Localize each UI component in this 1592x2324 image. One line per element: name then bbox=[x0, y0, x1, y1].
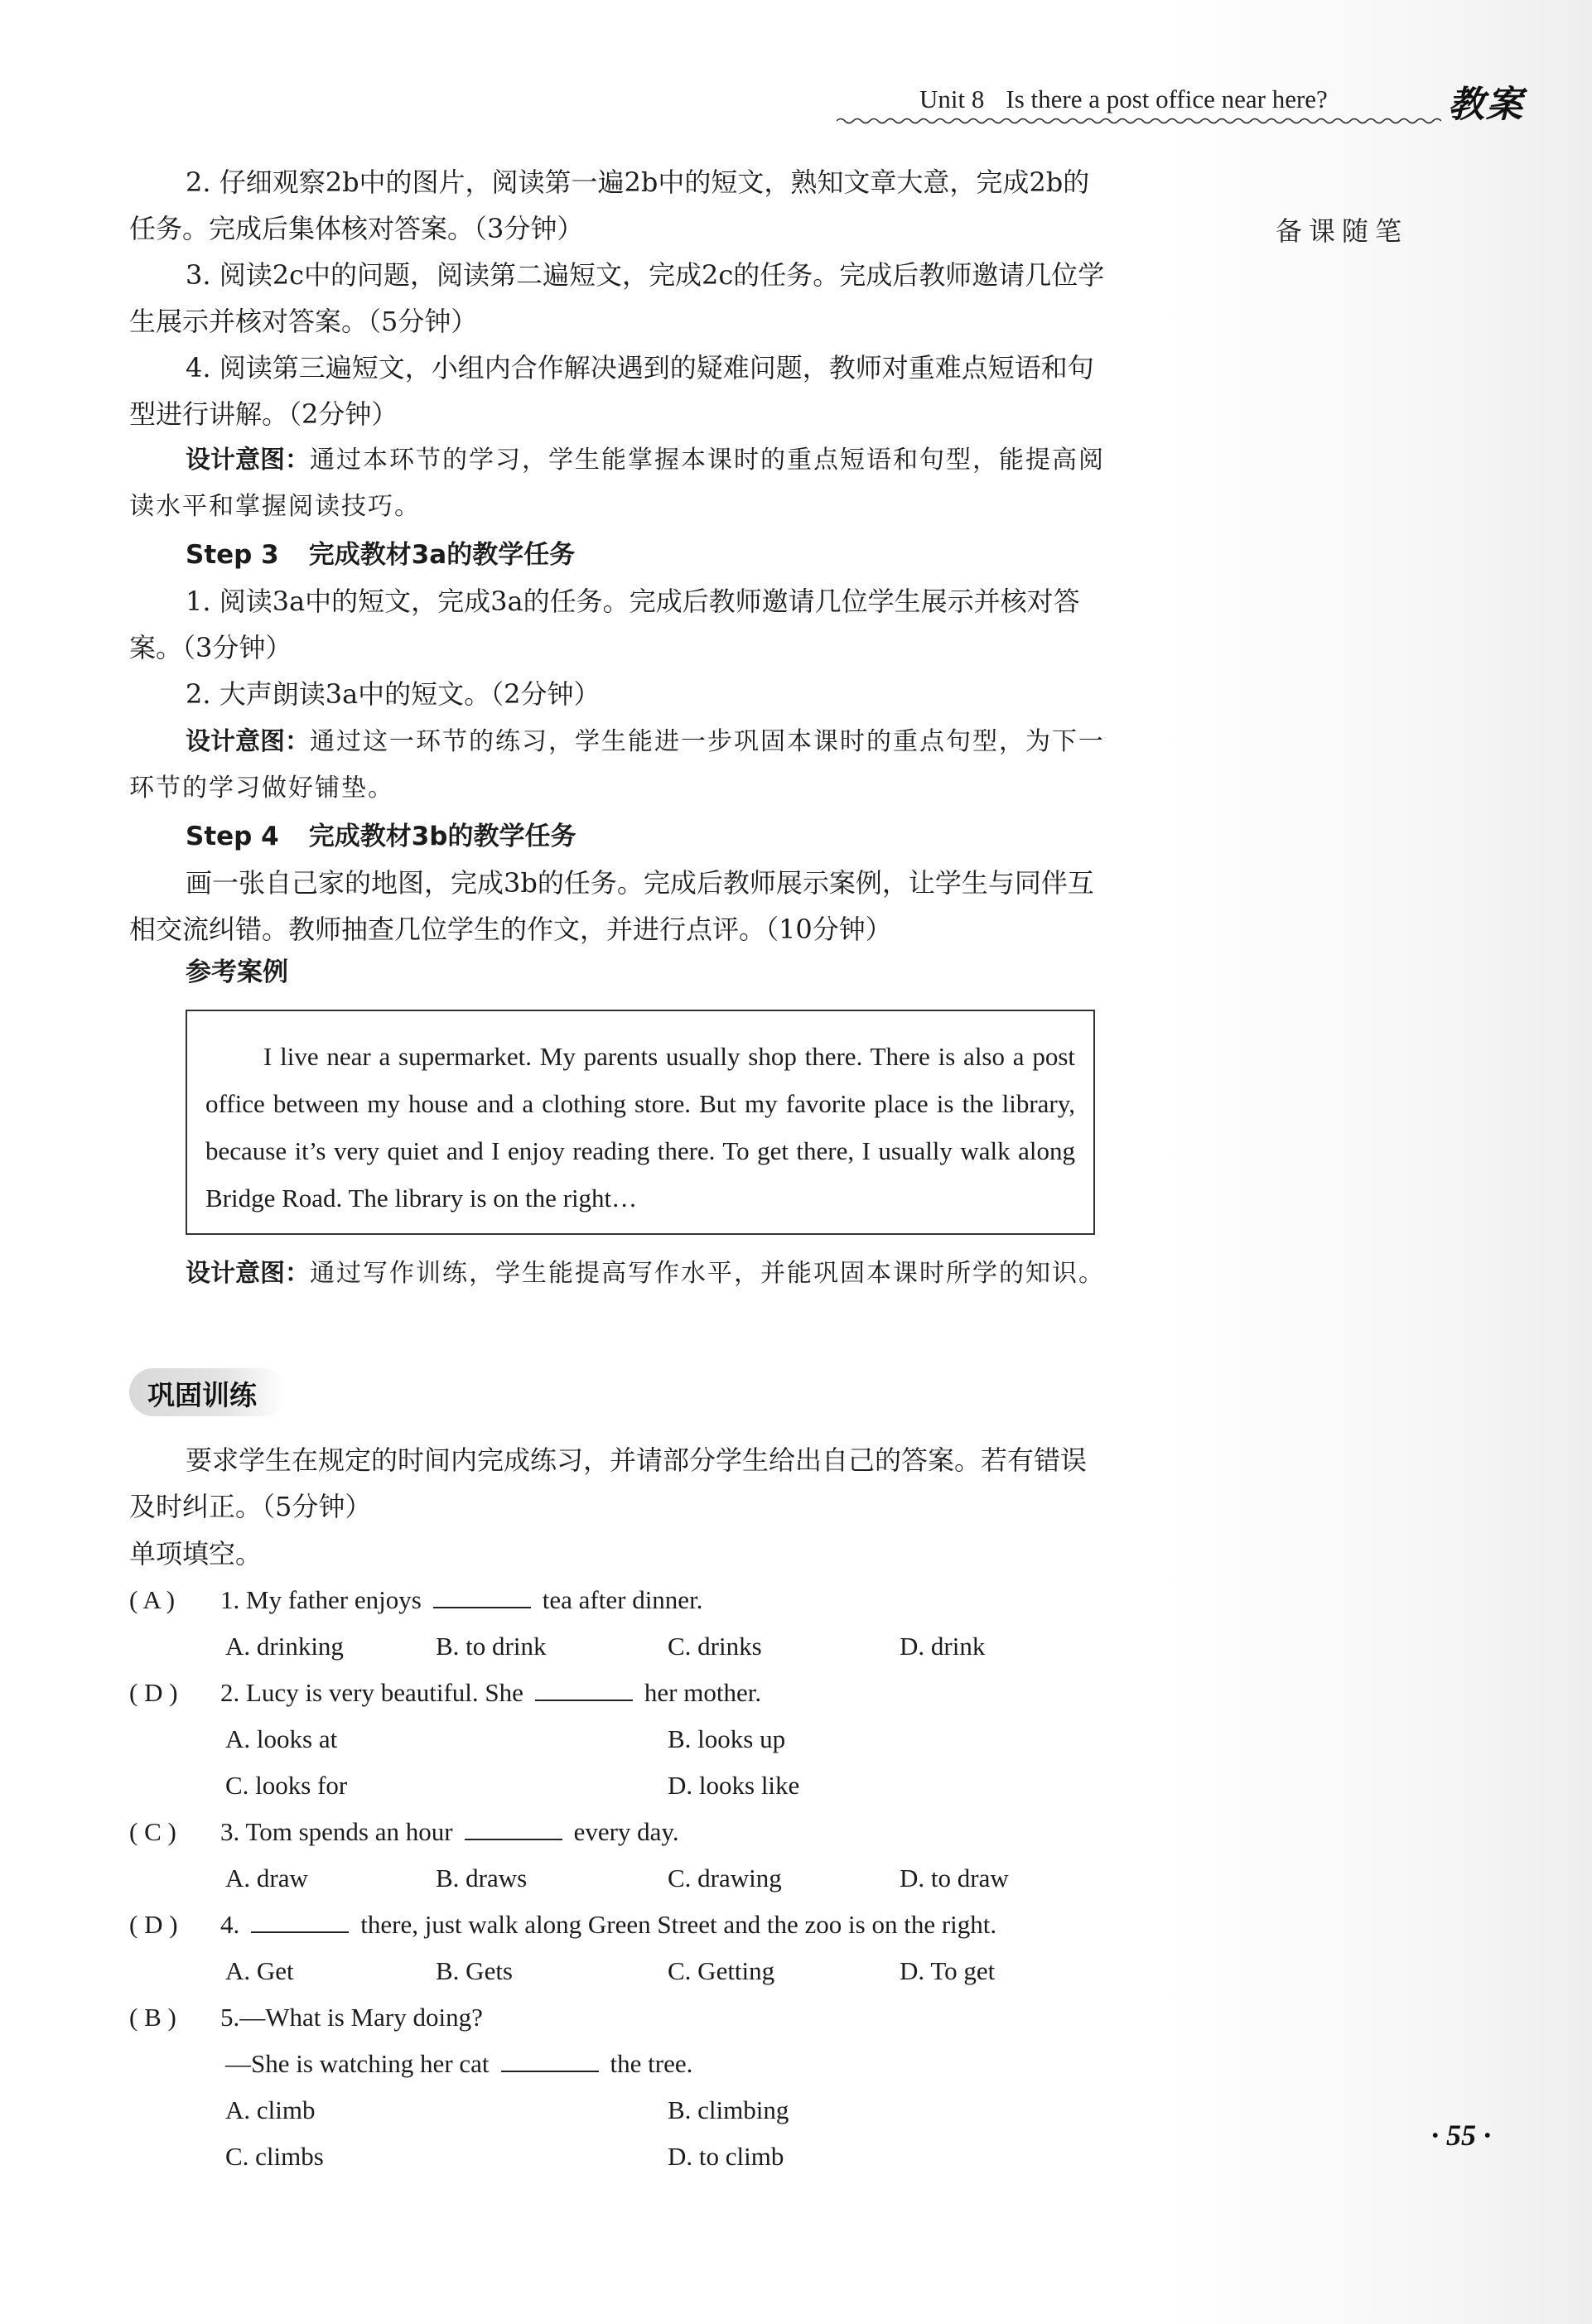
paragraph-2b: 2. 仔细观察2b中的图片，阅读第一遍2b中的短文，熟知文章大意，完成2b的任务。完成后集体核对答案。（3分钟） bbox=[129, 166, 1090, 244]
question-answer: ( D ) bbox=[129, 1678, 178, 1707]
question-4 bbox=[129, 1902, 1107, 1948]
header-wavy-rule bbox=[837, 116, 1441, 126]
question-stem: 2. Lucy is very beautiful. She her mother. bbox=[220, 1670, 761, 1716]
option-b: B. Gets bbox=[436, 1956, 513, 1985]
option-d: D. looks like bbox=[668, 1771, 800, 1800]
design-intent-text: 通过本环节的学习，学生能掌握本课时的重点短语和句型，能提高阅读水平和掌握阅读技巧。 bbox=[129, 446, 1105, 521]
question-answer: ( A ) bbox=[129, 1585, 176, 1614]
step-4-title: 完成教材3b的教学任务 bbox=[308, 822, 576, 851]
option-d: D. To get bbox=[900, 1956, 996, 1985]
step-4-heading bbox=[186, 815, 576, 852]
margin-notes-label: 备课随笔 bbox=[1276, 215, 1409, 247]
option-d: D. to draw bbox=[900, 1864, 1009, 1892]
option-a: A. climb bbox=[225, 2095, 316, 2124]
question-stem: 1. My father enjoys tea after dinner. bbox=[220, 1577, 702, 1623]
option-d: D. drink bbox=[900, 1632, 986, 1661]
answer-blank bbox=[465, 1814, 562, 1840]
question-5-response bbox=[129, 2041, 1107, 2087]
question-2 bbox=[129, 1670, 1107, 1716]
option-c: C. drinks bbox=[668, 1632, 762, 1661]
option-d: D. to climb bbox=[668, 2142, 784, 2171]
design-intent-text: 通过写作训练，学生能提高写作水平，并能巩固本课时所学的知识。 bbox=[310, 1259, 1105, 1288]
option-c: C. looks for bbox=[225, 1771, 348, 1800]
design-intent-text: 通过这一环节的练习，学生能进一步巩固本课时的重点句型，为下一环节的学习做好铺垫。 bbox=[129, 727, 1105, 803]
section-title: 巩固训练 bbox=[147, 1379, 257, 1411]
header-lesson-title: Is there a post office near here? bbox=[1006, 84, 1328, 113]
answer-blank bbox=[535, 1675, 633, 1701]
header-unit: Unit 8 bbox=[919, 84, 985, 113]
header-title bbox=[919, 84, 1328, 114]
section-tab-consolidation bbox=[129, 1368, 287, 1416]
question-3-options bbox=[129, 1855, 1107, 1902]
question-2-options-row-1 bbox=[129, 1716, 1107, 1762]
paragraph-2c: 3. 阅读2c中的问题，阅读第二遍短文，完成2c的任务。完成后教师邀请几位学生展示并核对答案。（5分钟） bbox=[129, 259, 1105, 337]
design-intent-1 bbox=[129, 437, 1107, 530]
answer-blank bbox=[251, 1907, 349, 1933]
question-5 bbox=[129, 1994, 1107, 2041]
paragraph-3a: 1. 阅读3a中的短文，完成3a的任务。完成后教师邀请几位学生展示并核对答案。（3分钟） bbox=[129, 586, 1080, 663]
option-a: A. drinking bbox=[225, 1632, 344, 1661]
section-intro: 要求学生在规定的时间内完成练习，并请部分学生给出自己的答案。若有错误及时纠正。（5分钟） bbox=[129, 1444, 1088, 1522]
header-brand: 教案 bbox=[1448, 84, 1524, 126]
question-answer: ( B ) bbox=[129, 2003, 176, 2032]
question-stem-continued: —She is watching her cat the tree. bbox=[225, 2041, 692, 2087]
question-1-options bbox=[129, 1623, 1107, 1670]
question-stem: 3. Tom spends an hour every day. bbox=[220, 1809, 679, 1855]
option-c: C. climbs bbox=[225, 2142, 324, 2171]
option-a: A. Get bbox=[225, 1956, 294, 1985]
question-2-options-row-2 bbox=[129, 1762, 1107, 1809]
question-stem: 5.—What is Mary doing? bbox=[220, 2003, 483, 2032]
design-intent-3 bbox=[129, 1251, 1107, 1297]
design-intent-label: 设计意图： bbox=[186, 727, 310, 756]
reference-example-title: 参考案例 bbox=[186, 957, 288, 987]
question-5-options-row-2 bbox=[129, 2134, 1107, 2180]
option-b: B. climbing bbox=[668, 2095, 789, 2124]
answer-blank bbox=[501, 2046, 599, 2072]
step-4-label: Step 4 bbox=[186, 822, 279, 851]
running-header bbox=[837, 80, 1524, 129]
paragraph-3b: 画一张自己家的地图，完成3b的任务。完成后教师展示案例，让学生与同伴互相交流纠错。教师抽查几位学生的作文，并进行点评。（10分钟） bbox=[129, 867, 1094, 945]
design-intent-label: 设计意图： bbox=[186, 446, 310, 475]
paragraph-reading-3: 4. 阅读第三遍短文，小组内合作解决遇到的疑难问题，教师对重难点短语和句型进行讲解。（2分钟） bbox=[129, 352, 1094, 430]
question-4-options bbox=[129, 1948, 1107, 1994]
option-b: B. to drink bbox=[436, 1632, 547, 1661]
option-b: B. looks up bbox=[668, 1724, 786, 1753]
question-5-options-row-1 bbox=[129, 2087, 1107, 2134]
paragraph-read-aloud: 2. 大声朗读3a中的短文。（2分钟） bbox=[186, 678, 601, 710]
step-3-label: Step 3 bbox=[186, 540, 279, 570]
option-a: A. draw bbox=[225, 1864, 308, 1892]
step-3-heading bbox=[186, 533, 575, 571]
question-answer: ( C ) bbox=[129, 1817, 176, 1846]
step-3-title: 完成教材3a的教学任务 bbox=[308, 540, 576, 570]
question-1 bbox=[129, 1577, 1107, 1623]
answer-blank bbox=[433, 1582, 531, 1608]
option-c: C. Getting bbox=[668, 1956, 775, 1985]
page-edge-shadow bbox=[1164, 0, 1592, 2324]
option-b: B. draws bbox=[436, 1864, 528, 1892]
option-a: A. looks at bbox=[225, 1724, 338, 1753]
design-intent-2 bbox=[129, 719, 1107, 812]
question-3 bbox=[129, 1809, 1107, 1855]
question-answer: ( D ) bbox=[129, 1910, 178, 1939]
reference-example-box: I live near a supermarket. My parents usually shop there. There is also a post office between my house and a clothing store. But my favorite place is the library, because it’s very quiet and I enjoy reading there. To get there, I usually walk along Bridge Road. The library is on the right… bbox=[186, 1010, 1095, 1235]
section-subtitle: 单项填空。 bbox=[129, 1538, 263, 1569]
option-c: C. drawing bbox=[668, 1864, 782, 1892]
question-stem: 4. there, just walk along Green Street and the zoo is on the right. bbox=[220, 1902, 996, 1948]
design-intent-label: 设计意图： bbox=[186, 1259, 310, 1288]
page-number: · 55 · bbox=[1431, 2119, 1491, 2152]
